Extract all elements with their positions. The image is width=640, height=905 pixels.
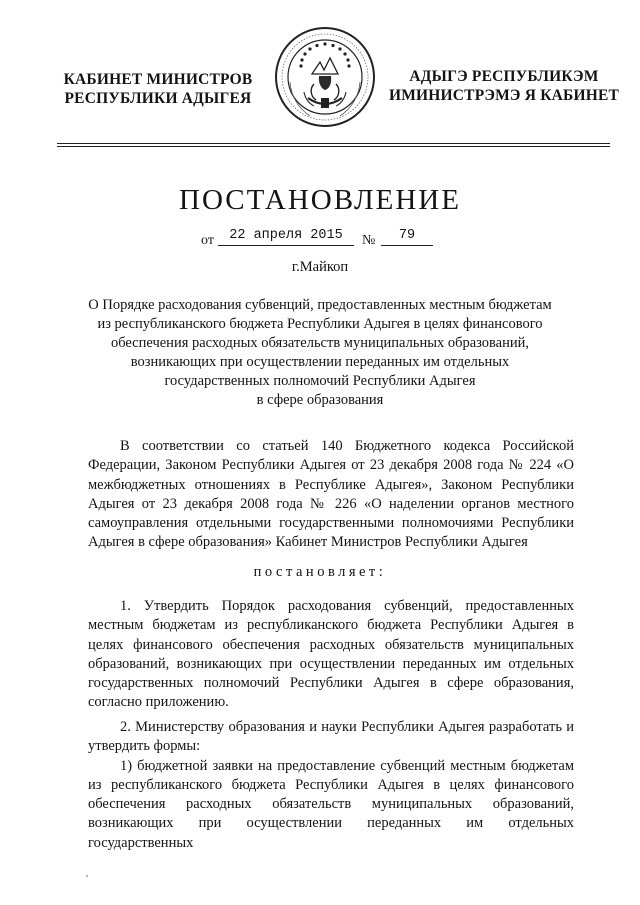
header-right-line-2: ИМИНИСТРЭМЭ Я КАБИНЕТ [388,87,620,104]
subject-line: из республиканского бюджета Республики Адыгея в целях финансового [97,316,543,332]
header-rule-bottom [57,146,610,147]
subject-line: возникающих при осуществлении переданных им отдельных [130,354,510,370]
subject-line: обеспечения расходных обязательств муниципальных образований, [110,335,530,351]
date-number-line [0,228,640,250]
decree-date: 22 апреля 2015 [218,228,354,246]
number-sign-label: № [362,233,376,248]
preamble-paragraph: В соответствии со статьей 140 Бюджетного кодекса Российской Федерации, Законом Республики Адыгея от 23 декабря 2008 года № 224 «О межбюджетных отношениях в Республике Адыгея», Законом Республики Адыгея от 23 декабря 2008 года № 226 «О наделении органов местного самоуправления отдельными государственными полномочиями Республики Адыгея в сфере образования» Кабинет Министров Республики Адыгея [88,438,574,551]
date-prefix-label: от [201,233,214,248]
header-left-line-2: РЕСПУБЛИКИ АДЫГЕЯ [64,90,252,107]
decree-number: 79 [381,228,433,246]
subject-line: в сфере образования [256,392,384,408]
subject-line: государственных полномочий Республики Адыгея [164,373,476,389]
header-left-line-1: КАБИНЕТ МИНИСТРОВ [63,71,253,88]
header-right-ady [388,67,620,105]
header-left-ru [58,70,258,108]
item-1-block [88,597,574,713]
item-2-block [88,718,574,853]
scan-speck [86,875,88,877]
preamble-block [88,437,574,553]
header-rule-top [57,143,610,144]
document-title: ПОСТАНОВЛЕНИЕ [179,184,461,216]
city-name: г.Майкоп [291,259,349,275]
item-2-paragraph: 2. Министерству образования и науки Республики Адыгея разработать и утвердить формы: [88,719,574,755]
item-1-paragraph: 1. Утвердить Порядок расходования субвенций, предоставленных местным бюджетам из республиканского бюджета Республики Адыгея в целях финансового обеспечения расходных обязательств муниципальных образований, возникающих при осуществлении переданных им отдельных государственных полномочий Республики Адыгея в сфере образования, согласно приложению. [88,598,574,711]
item-2-1-paragraph: 1) бюджетной заявки на предоставление субвенций местным бюджетам из республиканского бюджета Республики Адыгея в целях финансового обеспечения расходных обязательств муниципальных образований, возникающих при осуществлении переданных им отдельных государственных [88,757,574,851]
decree-word: постановляет: [253,564,387,580]
decree-subject [80,296,560,410]
coat-of-arms-seal [274,26,376,128]
header-right-line-1: АДЫГЭ РЕСПУБЛИКЭМ [409,68,599,85]
subject-line: О Порядке расходования субвенций, предоставленных местным бюджетам [88,297,552,313]
